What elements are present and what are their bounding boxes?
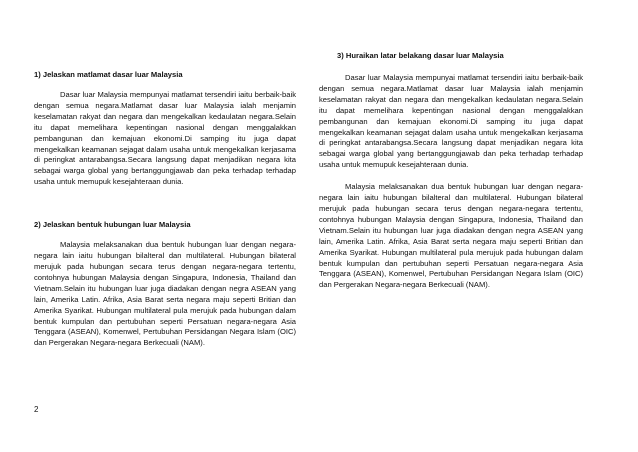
section-3-paragraph-1: Dasar luar Malaysia mempunyai matlamat tersendiri iaitu berbaik-baik dengan semua negara.Matlamat dasar luar Malaysia ialah menjamin keselamatan rakyat dan negara dan mengekalkan kedaulatan negara.Selain itu dapat memelihara kepentingan nasional dengan menggalakkan pembangunan dan kemajuan ekonomi.Di samping itu juga dapat mengekalkan keamanan sejagat dalam usaha untuk mengekalkan kerjasama di peringkat antarabangsa.Secara langsung dapat menjadikan negara kita sebagai warga global yang bertanggungjawab dan peka terhadap terhadap usaha untuk memupuk kesejahteraan dunia. <box>319 73 583 170</box>
right-column <box>319 0 583 291</box>
section-2-paragraph: Malaysia melaksanakan dua bentuk hubungan luar dengan negara-negara lain iaitu hubungan bilalteral dan multilateral. Hubungan bilateral merujuk pada hubungan secara terus dengan negara-negara tertentu, contohnya hubungan Malaysia dengan Singapura, Indonesia, Thailand dan Vietnam.Selain itu hubungan luar juga diadakan dengan negra ASEAN yang lain, Amerika Latin. Afrika, Asia Barat serta negara maju seperti Britian dan Amerika Syarikat. Hubungan multilateral pula merujuk pada hubungan dalam bentuk kumpulan dan pertubuhan seperti Persatuan negara-negara Asia Tenggara (ASEAN), Komenwel, Pertubuhan Persidangan Negara Islam (OIC) dan Pergerakan Negara-negara Berkecuali (NAM). <box>34 240 296 348</box>
section-1-paragraph: Dasar luar Malaysia mempunyai matlamat tersendiri iaitu berbaik-baik dengan semua negara.Matlamat dasar luar Malaysia ialah menjamin keselamatan rakyat dan negara dan mengekalkan kedaulatan negara.Selain itu dapat memelihara kepentingan nasional dengan menggalakkan pembangunan dan kemajuan ekonomi.Di samping itu juga dapat mengekalkan keamanan sejagat dalam usaha untuk mengekalkan kerjasama di peringkat antarabangsa.Secara langsung dapat menjadikan negara kita sebagai warga global yang bertanggungjawab dan peka terhadap terhadap usaha untuk memupuk kesejahteraan dunia. <box>34 90 296 187</box>
section-2-heading: 2) Jelaskan bentuk hubungan luar Malaysia <box>34 220 191 230</box>
section-3-heading: 3) Huraikan latar belakang dasar luar Malaysia <box>337 51 504 60</box>
page-number: 2 <box>34 405 39 414</box>
left-column <box>34 0 296 349</box>
section-1-heading: 1) Jelaskan matlamat dasar luar Malaysia <box>34 70 183 79</box>
section-3-paragraph-2: Malaysia melaksanakan dua bentuk hubungan luar dengan negara-negara lain iaitu hubungan bilalteral dan multilateral. Hubungan bilateral merujuk pada hubungan secara terus dengan negara-negara tertentu, contohnya hubungan Malaysia dengan Singapura, Indonesia, Thailand dan Vietnam.Selain itu hubungan luar juga diadakan dengan negra ASEAN yang lain, Amerika Latin. Afrika, Asia Barat serta negara maju seperti Britian dan Amerika Syarikat. Hubungan multilateral pula merujuk pada hubungan dalam bentuk kumpulan dan pertubuhan seperti Persatuan negara-negara Asia Tenggara (ASEAN), Komenwel, Pertubuhan Persidangan Negara Islam (OIC) dan Pergerakan Negara-negara Berkecuali (NAM). <box>319 182 583 290</box>
